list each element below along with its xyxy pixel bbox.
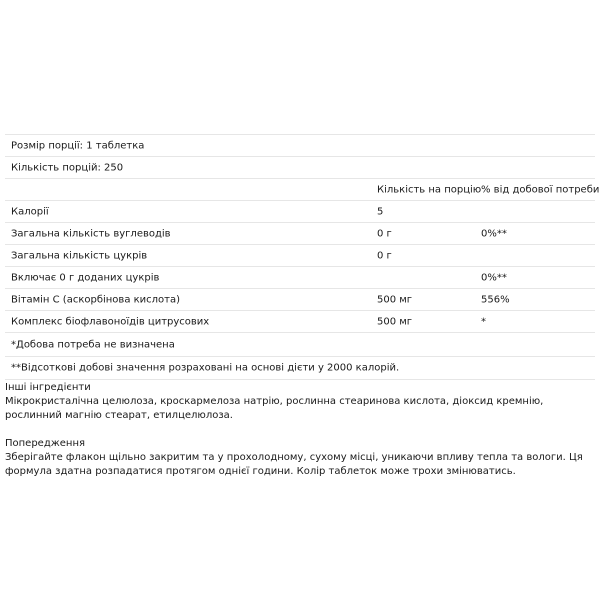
nutrient-amount: 5 xyxy=(377,206,384,217)
footnote-row xyxy=(5,356,595,380)
footnote-daily-values: **Відсоткові добові значення розраховані на основі дієти у 2000 калорій. xyxy=(11,362,400,374)
nutrient-dv: 0%** xyxy=(481,272,507,283)
other-ingredients-title: Інші інгредієнти xyxy=(5,382,91,393)
table-row xyxy=(5,200,595,222)
daily-value-header: % від добової потреби xyxy=(481,184,600,195)
table-header-row xyxy=(5,178,600,200)
table-row xyxy=(5,244,595,266)
nutrient-name: Вітамін С (аскорбінова кислота) xyxy=(11,294,181,305)
nutrient-amount: 500 мг xyxy=(377,316,413,327)
nutrient-name: Включає 0 г доданих цукрів xyxy=(11,272,160,283)
warnings-section xyxy=(5,437,595,479)
table-row xyxy=(5,266,595,288)
nutrient-amount: 0 г xyxy=(377,228,392,239)
nutrient-amount: 0 г xyxy=(377,250,392,261)
amount-header: Кількість на порцію xyxy=(377,184,482,195)
nutrient-amount: 500 мг xyxy=(377,294,413,305)
servings-count: Кількість порцій: 250 xyxy=(11,162,124,173)
servings-count-row xyxy=(5,156,595,178)
nutrient-dv: * xyxy=(481,316,486,327)
nutrient-name: Загальна кількість цукрів xyxy=(11,250,148,261)
footnote-not-established: *Добова потреба не визначена xyxy=(11,339,175,350)
nutrient-name: Калорії xyxy=(11,206,49,217)
other-ingredients-section xyxy=(5,381,595,423)
other-ingredients-text: Мікрокристалічна целюлоза, кроскармелоза натрію, рослинна стеаринова кислота, діоксид кремнію, рослинний магнію стеарат, етилцелюлоза. xyxy=(5,396,544,421)
warnings-text: Зберігайте флакон щільно закритим та у прохолодному, сухому місці, уникаючи впливу тепла та вологи. Ця формула здатна розпадатися протягом однієї години. Колір таблеток може трохи змінюватись. xyxy=(5,452,583,477)
table-row xyxy=(5,310,595,332)
supplement-facts-table xyxy=(5,134,600,380)
serving-size-row xyxy=(5,134,595,156)
warnings-title: Попередження xyxy=(5,438,85,449)
footnote-row xyxy=(5,332,595,356)
table-row xyxy=(5,288,595,310)
serving-size: Розмір порції: 1 таблетка xyxy=(11,140,145,151)
nutrient-name: Загальна кількість вуглеводів xyxy=(11,228,171,239)
table-row xyxy=(5,222,595,244)
nutrient-name: Комплекс біофлавоноїдів цитрусових xyxy=(11,316,210,327)
nutrient-dv: 556% xyxy=(481,294,510,305)
nutrient-dv: 0%** xyxy=(481,228,507,239)
